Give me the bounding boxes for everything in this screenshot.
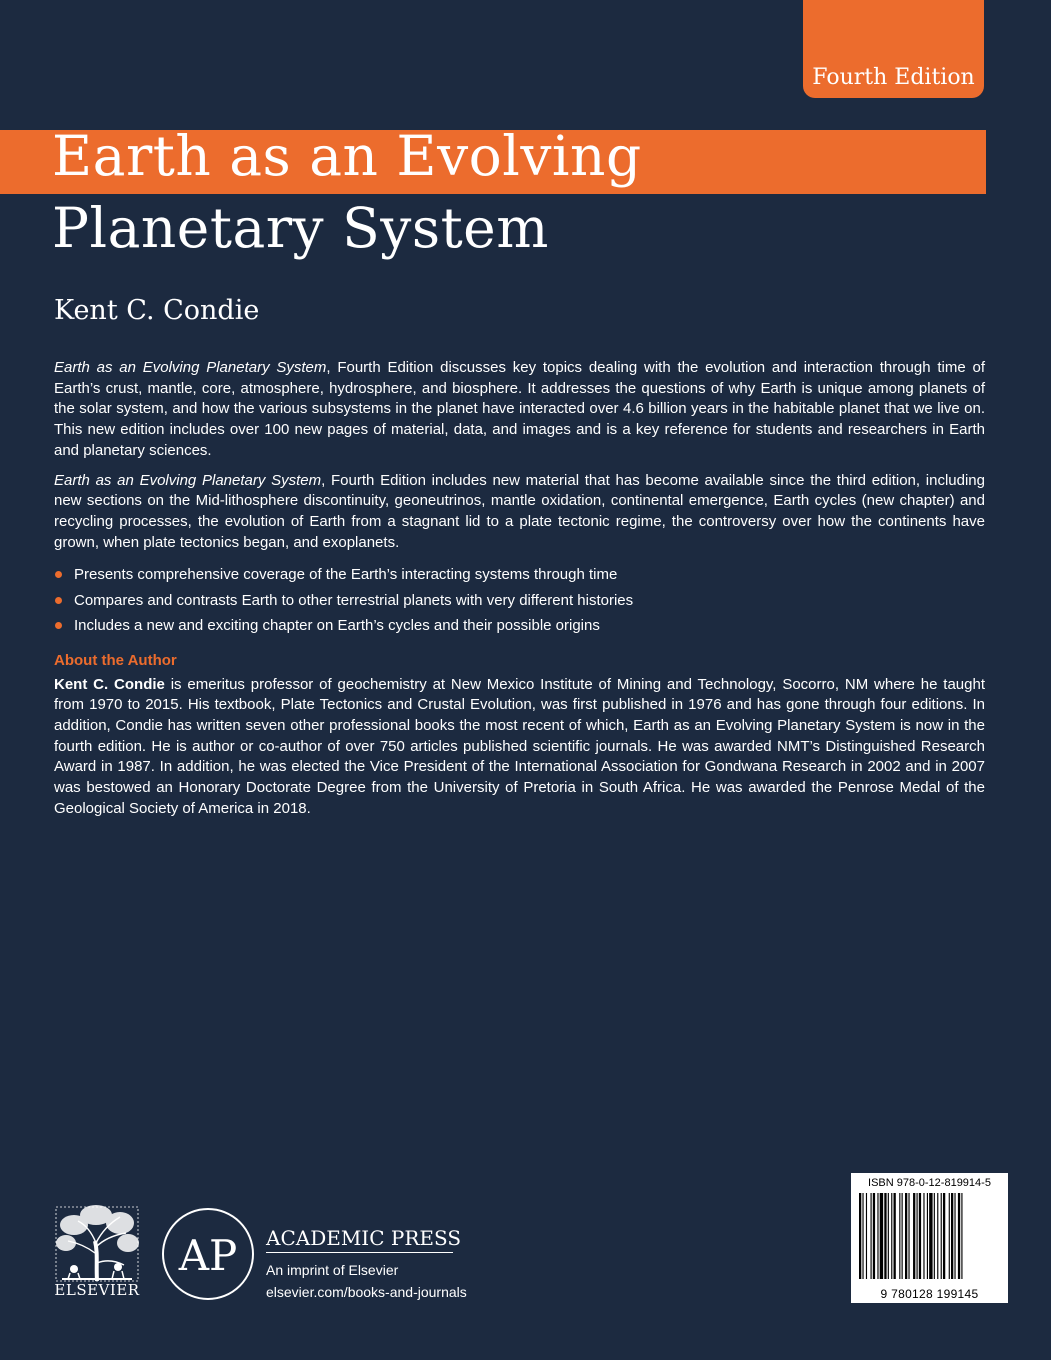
- description-text: , Fourth Edition discusses key topics dealing with the evolution and interaction through time of Earth’s crust, mantle, core, atmosphere, hydrosphere, and biosphere. It addresses the questions of why Earth is unique among planets of the solar system, and how the various subsystems in the planet have interacted over 4.6 billion years in the habitable planet that we live on. This new edition includes over 100 new pages of material, data, and images and is a key reference for students and researchers in Earth and planetary sciences.: [54, 359, 985, 459]
- description-text: , Fourth Edition includes new material that has become available since the third edition, including new sections on the Mid-lithosphere discontinuity, geoneutrinos, mantle oxidation, continental emergence, Earth cycles (new chapter) and recycling processes, the evolution of Earth from a stagnant lid to a plate tectonic regime, the controversy over how the continents have grown, when plate tectonics began, and exoplanets.: [54, 471, 985, 551]
- feature-list-item: [54, 613, 985, 639]
- description-paragraph-1: [54, 358, 985, 462]
- author-bio: [54, 675, 985, 820]
- book-title-italic: Earth as an Evolving Planetary System: [54, 359, 327, 376]
- edition-label: Fourth Edition: [812, 65, 975, 90]
- bio-author-name: Kent C. Condie: [54, 675, 165, 693]
- isbn-barcode: [851, 1173, 1008, 1303]
- feature-text: Presents comprehensive coverage of the Earth’s interacting systems through time: [74, 566, 618, 584]
- feature-text: Includes a new and exciting chapter on Earth’s cycles and their possible origins: [74, 617, 600, 635]
- academic-press-name: ACADEMIC PRESS: [266, 1226, 462, 1250]
- feature-list: [54, 562, 985, 639]
- about-author-heading: About the Author: [54, 651, 177, 669]
- publisher-divider: [266, 1252, 453, 1253]
- book-title-italic: Earth as an Evolving Planetary System: [54, 471, 322, 489]
- back-cover-body: [54, 358, 985, 828]
- feature-list-item: [54, 562, 985, 588]
- feature-text: Compares and contrasts Earth to other terrestrial planets with very different histories: [74, 591, 634, 609]
- ap-monogram: AP: [178, 1231, 238, 1280]
- bullet-dot-icon: [55, 571, 62, 578]
- bio-text: is emeritus professor of geochemistry at New Mexico Institute of Mining and Technology, Socorro, NM where he taught from 1970 to 2015. His textbook, Plate Tectonics and Crustal Evolution, was first published in 1976 and has gone through four editions. In addition, Condie has written seven other professional books the most recent of which, Earth as an Evolving Planetary System is now in the fourth edition. He is author or co-author of over 750 articles published scientific journals. He was awarded NMT’s Distinguished Research Award in 1987. In addition, he was elected the Vice President of the International Association for Gondwana Research in 2002 and in 2007 was bestowed an Honorary Doctorate Degree from the University of Pretoria in South Africa. He was awarded the Penrose Medal of the Geological Society of America in 2018.: [54, 675, 985, 817]
- barcode-digits: 9 780128 199145: [880, 1287, 979, 1301]
- imprint-text: An imprint of Elsevier: [266, 1262, 399, 1278]
- bullet-dot-icon: [55, 597, 62, 604]
- edition-tab: [803, 0, 984, 98]
- elsevier-wordmark: ELSEVIER: [54, 1281, 140, 1299]
- publisher-url: elsevier.com/books-and-journals: [266, 1284, 467, 1300]
- barcode-bars-icon: [859, 1193, 1000, 1279]
- isbn-label: ISBN 978-0-12-819914-5: [868, 1177, 991, 1189]
- author-name: Kent C. Condie: [54, 295, 260, 326]
- bullet-dot-icon: [55, 622, 62, 629]
- book-title-line-2: Planetary System: [52, 196, 549, 260]
- book-title-line-1: Earth as an Evolving: [52, 124, 642, 188]
- feature-list-item: [54, 588, 985, 614]
- description-paragraph-2: [54, 471, 985, 554]
- academic-press-logo-icon: [160, 1206, 256, 1302]
